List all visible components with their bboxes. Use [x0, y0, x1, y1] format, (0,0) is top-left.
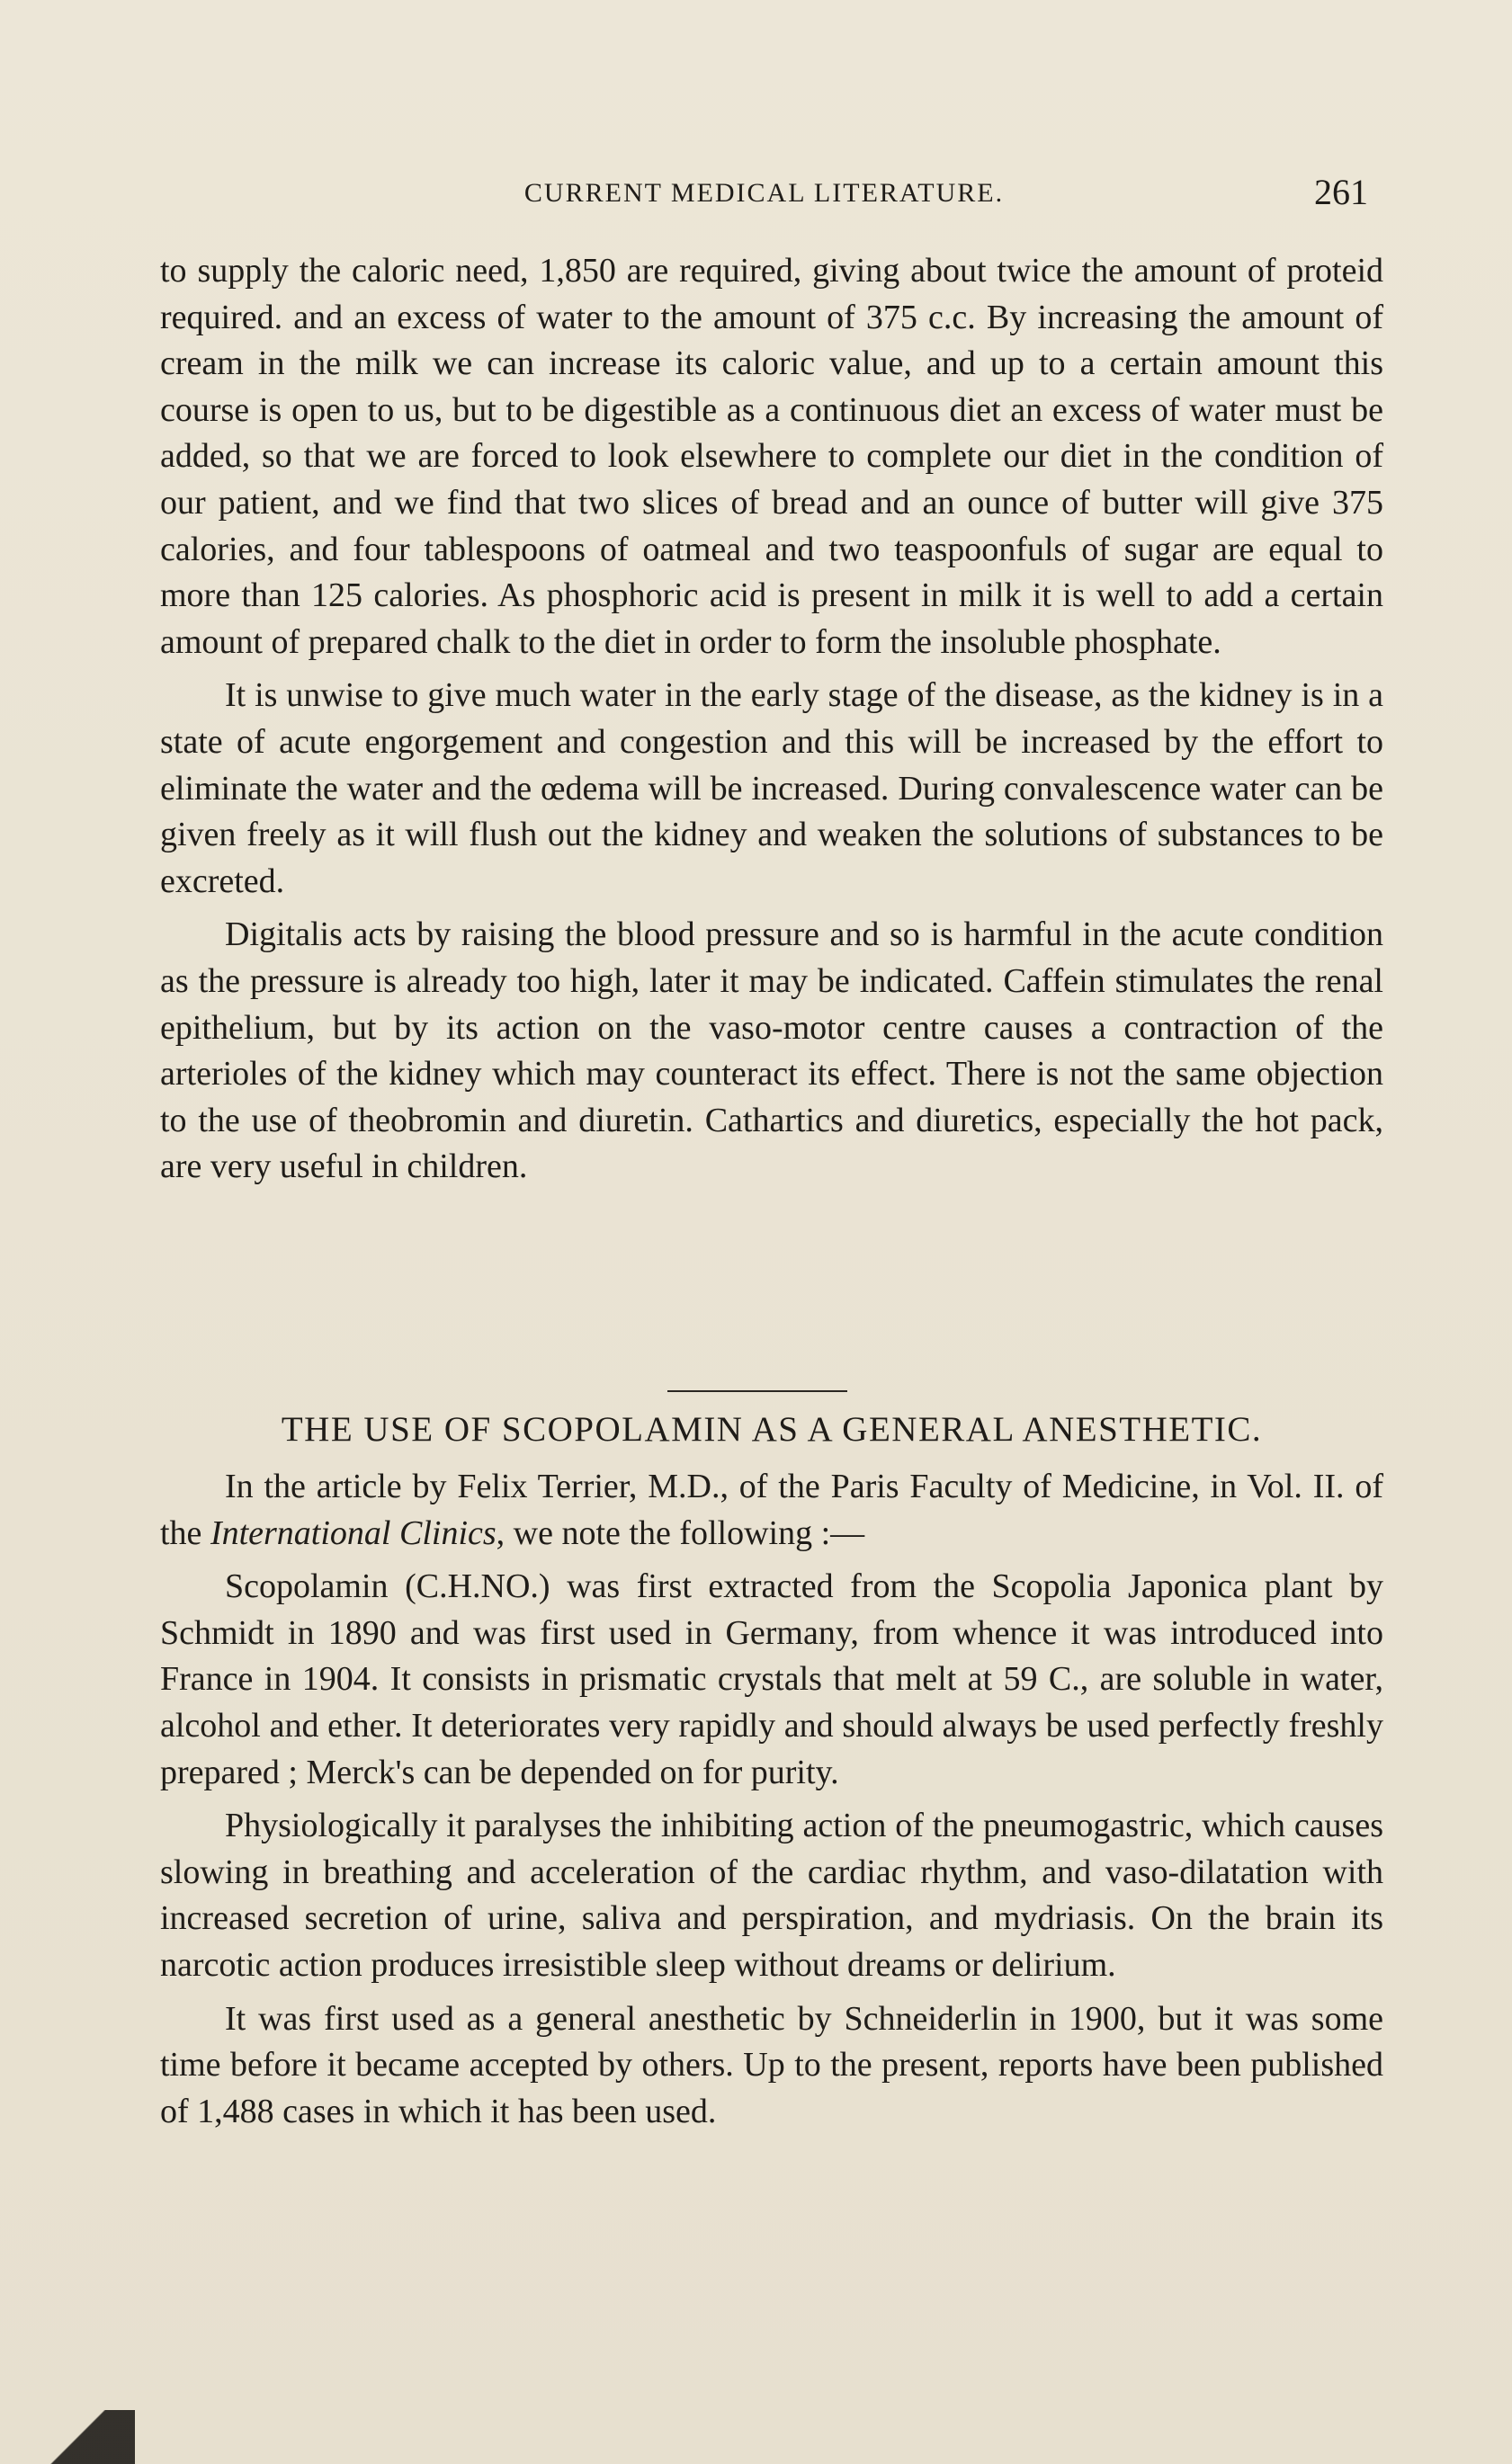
section-divider [667, 1390, 847, 1392]
intro-text-after: , we note the following :— [496, 1513, 865, 1552]
paragraph-scopolamin: Scopolamin (C.H.NO.) was first extracted from the Scopolia Japonica plant by Schmidt in 1890 and was first used in Germany, from whence it was introduced into France in 1904. It consists in prismatic crystals that melt at 59 C., are soluble in water, alcohol and ether. It deteriorates very rapidly and should always be used perfectly freshly prepared ; Merck's can be depended on for purity. [160, 1567, 1383, 1791]
page-corner-shadow [0, 2410, 135, 2464]
paragraph-history: It was first used as a general anesthetic by Schneiderlin in 1900, but it was some time before it became accepted by others. Up to the present, reports have been published of 1,488 cases in which it has been used. [160, 1999, 1383, 2130]
running-title: CURRENT MEDICAL LITERATURE. [523, 178, 1005, 208]
body-text-top [160, 248, 1383, 1198]
page-header [160, 171, 1368, 216]
paragraph-water: It is unwise to give much water in the early stage of the disease, as the kidney is in a state of acute engorgement and congestion and this will be increased by the effort to eliminate the water and the œdema will be increased. During convalescence water can be given freely as it will flush out the kidney and weaken the solutions of substances to be excreted. [160, 676, 1383, 900]
intro-text-before: In the article by Felix Terrier, M.D., of the Paris Faculty of Medicine, in Vol. II. of the [160, 1468, 1383, 1552]
paragraph-digitalis: Digitalis acts by raising the blood pressure and so is harmful in the acute condition as the pressure is already too high, later it may be indicated. Caffein stimulates the renal epithelium, but by its action on the vaso-motor centre causes a contraction of the arterioles of the kidney which may counteract its effect. There is not the same objection to the use of theobromin and diuretin. Cathartics and diuretics, especially the hot pack, are very useful in children. [160, 915, 1383, 1186]
paragraph-intro [160, 1464, 1383, 1557]
paragraph-diet: to supply the caloric need, 1,850 are required, giving about twice the amount of proteid required. and an excess of water to the amount of 375 c.c. By increasing the amount of cream in the milk we can increase its caloric value, and up to a certain amount this course is open to us, but to be digestible as a continuous diet an excess of water must be added, so that we are forced to look elsewhere to complete our diet in the condition of our patient, and we find that two slices of bread and an ounce of butter will give 375 calories, and four tablespoons of oatmeal and two teaspoonfuls of sugar are equal to more than 125 calories. As phosphoric acid is present in milk it is well to add a certain amount of prepared chalk to the diet in order to form the insoluble phosphate. [160, 252, 1383, 661]
paragraph-physiology: Physiologically it paralyses the inhibiting action of the pneumogastric, which causes slowing in breathing and acceleration of the cardiac rhythm, and vaso-dilatation with increased secretion of urine, saliva and perspiration, and mydriasis. On the brain its narcotic action produces irresistible sleep without dreams or delirium. [160, 1807, 1383, 1984]
body-text-section [160, 1464, 1383, 2142]
section-title: THE USE OF SCOPOLAMIN AS A GENERAL ANESTHETIC. [281, 1410, 1263, 1449]
journal-title: International Clinics [210, 1513, 497, 1552]
page-number: 261 [1314, 172, 1368, 212]
